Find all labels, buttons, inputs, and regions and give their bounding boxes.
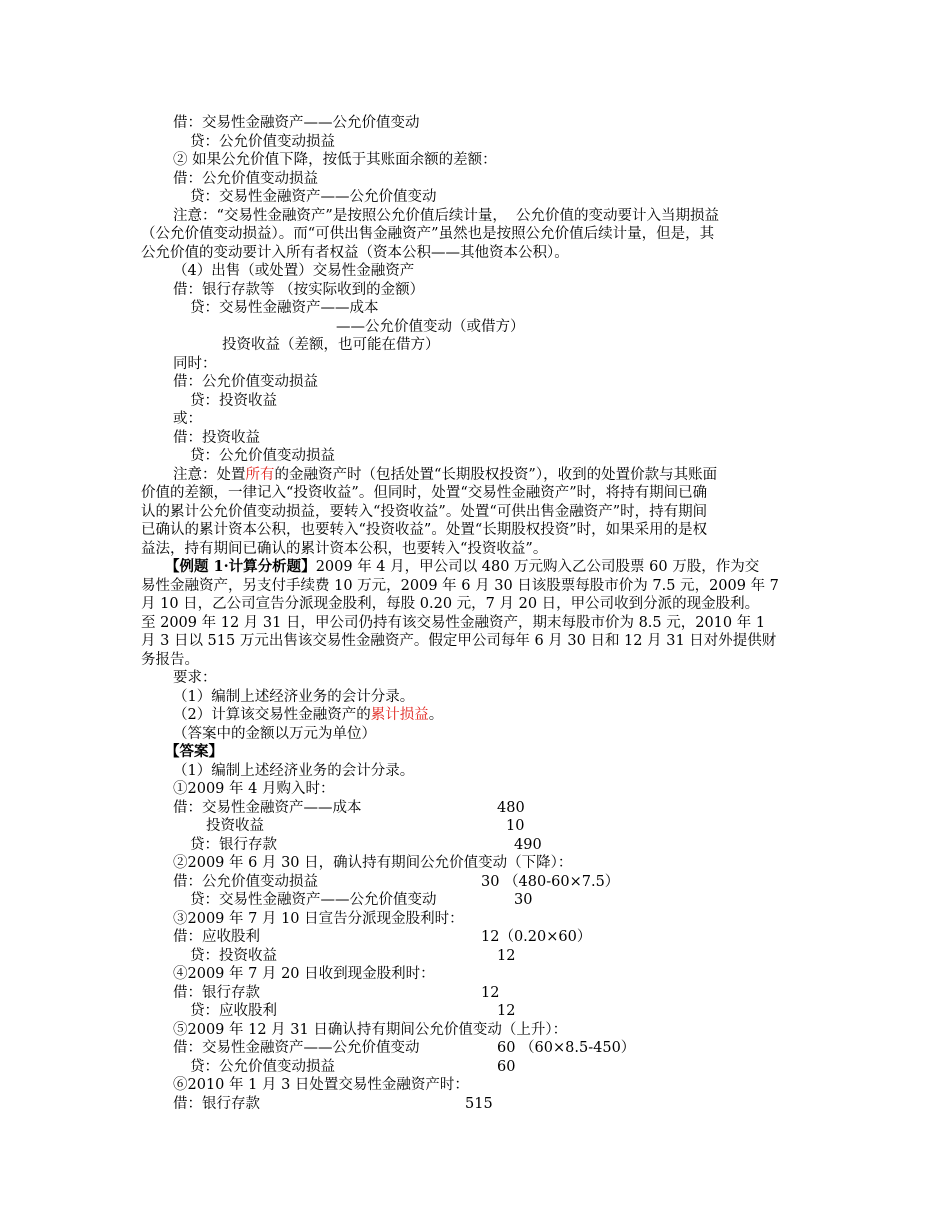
amount: 515 bbox=[465, 1096, 493, 1112]
text-line: 借：应收股利 bbox=[173, 929, 260, 945]
text-segment: 的金融资产时（包括处置“长期股权投资”），收到的处置价款与其账面 bbox=[274, 467, 718, 483]
text-line: 借：银行存款 bbox=[173, 985, 260, 1001]
text-line: 益法，持有期间已确认的累计资本公积，也要转入“投资收益”。 bbox=[141, 541, 548, 557]
amount: 12（0.20×60） bbox=[481, 929, 592, 945]
text-segment: （2）计算该交易性金融资产的 bbox=[173, 707, 371, 723]
text-line: （1）编制上述经济业务的会计分录。 bbox=[173, 763, 415, 779]
text-line: 借：公允价值变动损益 bbox=[173, 171, 318, 187]
text-line: 易性金融资产，另支付手续费 10 万元，2009 年 6 月 30 日该股票每股市价为 7.5 元，2009 年 7 bbox=[141, 578, 779, 594]
text-line bbox=[173, 466, 717, 484]
text-line: 务报告。 bbox=[141, 652, 199, 668]
amount: 60 bbox=[497, 1059, 516, 1075]
text-line: ⑥2010 年 1 月 3 日处置交易性金融资产时： bbox=[173, 1077, 469, 1093]
text-segment: 注意：处置 bbox=[173, 467, 246, 483]
example-heading: 【例题 1·计算分析题】 bbox=[165, 558, 316, 575]
text-line: 已确认的累计资本公积，也要转入“投资收益”。处置“长期股权投资”时，如果采用的是权 bbox=[141, 522, 708, 538]
text-line: 贷：公允价值变动损益 bbox=[190, 134, 335, 150]
text-line: 或： bbox=[173, 411, 202, 427]
text-line: 借：银行存款等 （按实际收到的金额） bbox=[173, 282, 425, 298]
highlighted-text: 所有 bbox=[245, 467, 275, 483]
text-line: 投资收益 bbox=[206, 818, 264, 834]
text-line: 贷：银行存款 bbox=[190, 837, 277, 853]
text-line: 投资收益（差额，也可能在借方） bbox=[222, 337, 440, 353]
text-line: 借：交易性金融资产——公允价值变动 bbox=[173, 1040, 420, 1056]
text-line: 借：银行存款 bbox=[173, 1096, 260, 1112]
amount: 60 （60×8.5-450） bbox=[497, 1040, 636, 1056]
text-line: 贷：交易性金融资产——公允价值变动 bbox=[190, 892, 437, 908]
amount: 12 bbox=[481, 985, 500, 1001]
text-line: 月 10 日，乙公司宣告分派现金股利，每股 0.20 元，7 月 20 日，甲公司收到分派的现金股利。 bbox=[141, 596, 760, 612]
text-line: 价值的差额，一律记入“投资收益”。但同时，处置“交易性金融资产”时，将持有期间已确 bbox=[141, 485, 708, 501]
text-line bbox=[165, 558, 759, 576]
text-line: （1）编制上述经济业务的会计分录。 bbox=[173, 689, 415, 705]
text-line: 贷：投资收益 bbox=[190, 948, 277, 964]
text-line: 贷：交易性金融资产——公允价值变动 bbox=[190, 189, 437, 205]
text-line: （答案中的金额以万元为单位） bbox=[173, 726, 376, 742]
text-line: （4）出售（或处置）交易性金融资产 bbox=[173, 263, 415, 279]
text-line: 要求： bbox=[173, 670, 217, 686]
text-line: ②2009 年 6 月 30 日，确认持有期间公允价值变动（下降）： bbox=[173, 855, 573, 871]
text-line: 借：公允价值变动损益 bbox=[173, 874, 318, 890]
text-line: 公允价值的变动要计入所有者权益（资本公积——其他资本公积）。 bbox=[141, 245, 569, 261]
text-line: 借：交易性金融资产——公允价值变动 bbox=[173, 115, 420, 131]
text-line: 月 3 日以 515 万元出售该交易性金融资产。假定甲公司每年 6 月 30 日和 12 月 31 日对外提供财 bbox=[141, 633, 777, 649]
text-line: 贷：投资收益 bbox=[190, 393, 277, 409]
amount: 30 （480-60×7.5） bbox=[481, 874, 620, 890]
text-line: ④2009 年 7 月 20 日收到现金股利时： bbox=[173, 966, 435, 982]
text-line: 借：交易性金融资产——成本 bbox=[173, 800, 362, 816]
text-line: ——公允价值变动（或借方） bbox=[336, 319, 525, 335]
text-line: ② 如果公允价值下降，按低于其账面余额的差额： bbox=[173, 152, 497, 168]
text-line: ①2009 年 4 月购入时： bbox=[173, 781, 335, 797]
text-segment: 。 bbox=[428, 707, 444, 723]
text-line bbox=[173, 706, 443, 724]
text-line: （公允价值变动损益）。而“可供出售金融资产”虽然也是按照公允价值后续计量，但是，其 bbox=[141, 226, 715, 242]
amount: 12 bbox=[497, 1003, 516, 1019]
text-line: 至 2009 年 12 月 31 日，甲公司仍持有该交易性金融资产，期末每股市价为 8.5 元，2010 年 1 bbox=[141, 615, 766, 631]
text-line: 借：投资收益 bbox=[173, 430, 260, 446]
amount: 12 bbox=[497, 948, 516, 964]
amount: 10 bbox=[506, 818, 525, 834]
amount: 30 bbox=[514, 892, 533, 908]
text-line: ⑤2009 年 12 月 31 日确认持有期间公允价值变动（上升）： bbox=[173, 1022, 568, 1038]
text-line: 贷：应收股利 bbox=[190, 1003, 277, 1019]
text-line: 贷：交易性金融资产——成本 bbox=[190, 300, 379, 316]
text-line: 同时： bbox=[173, 356, 217, 372]
amount: 490 bbox=[514, 837, 542, 853]
answer-heading: 【答案】 bbox=[165, 743, 223, 760]
text-segment: 2009 年 4 月，甲公司以 480 万元购入乙公司股票 60 万股，作为交 bbox=[315, 559, 760, 575]
text-line: 注意：“交易性金融资产”是按照公允价值后续计量， 公允价值的变动要计入当期损益 bbox=[173, 208, 720, 224]
text-line: ③2009 年 7 月 10 日宣告分派现金股利时： bbox=[173, 911, 464, 927]
text-line: 借：公允价值变动损益 bbox=[173, 374, 318, 390]
highlighted-text: 累计损益 bbox=[370, 707, 429, 723]
amount: 480 bbox=[497, 800, 525, 816]
text-line: 贷：公允价值变动损益 bbox=[190, 448, 335, 464]
text-line: 贷：公允价值变动损益 bbox=[190, 1059, 335, 1075]
text-line: 认的累计公允价值变动损益，要转入“投资收益”。处置“可供出售金融资产”时，持有期间 bbox=[141, 504, 708, 520]
